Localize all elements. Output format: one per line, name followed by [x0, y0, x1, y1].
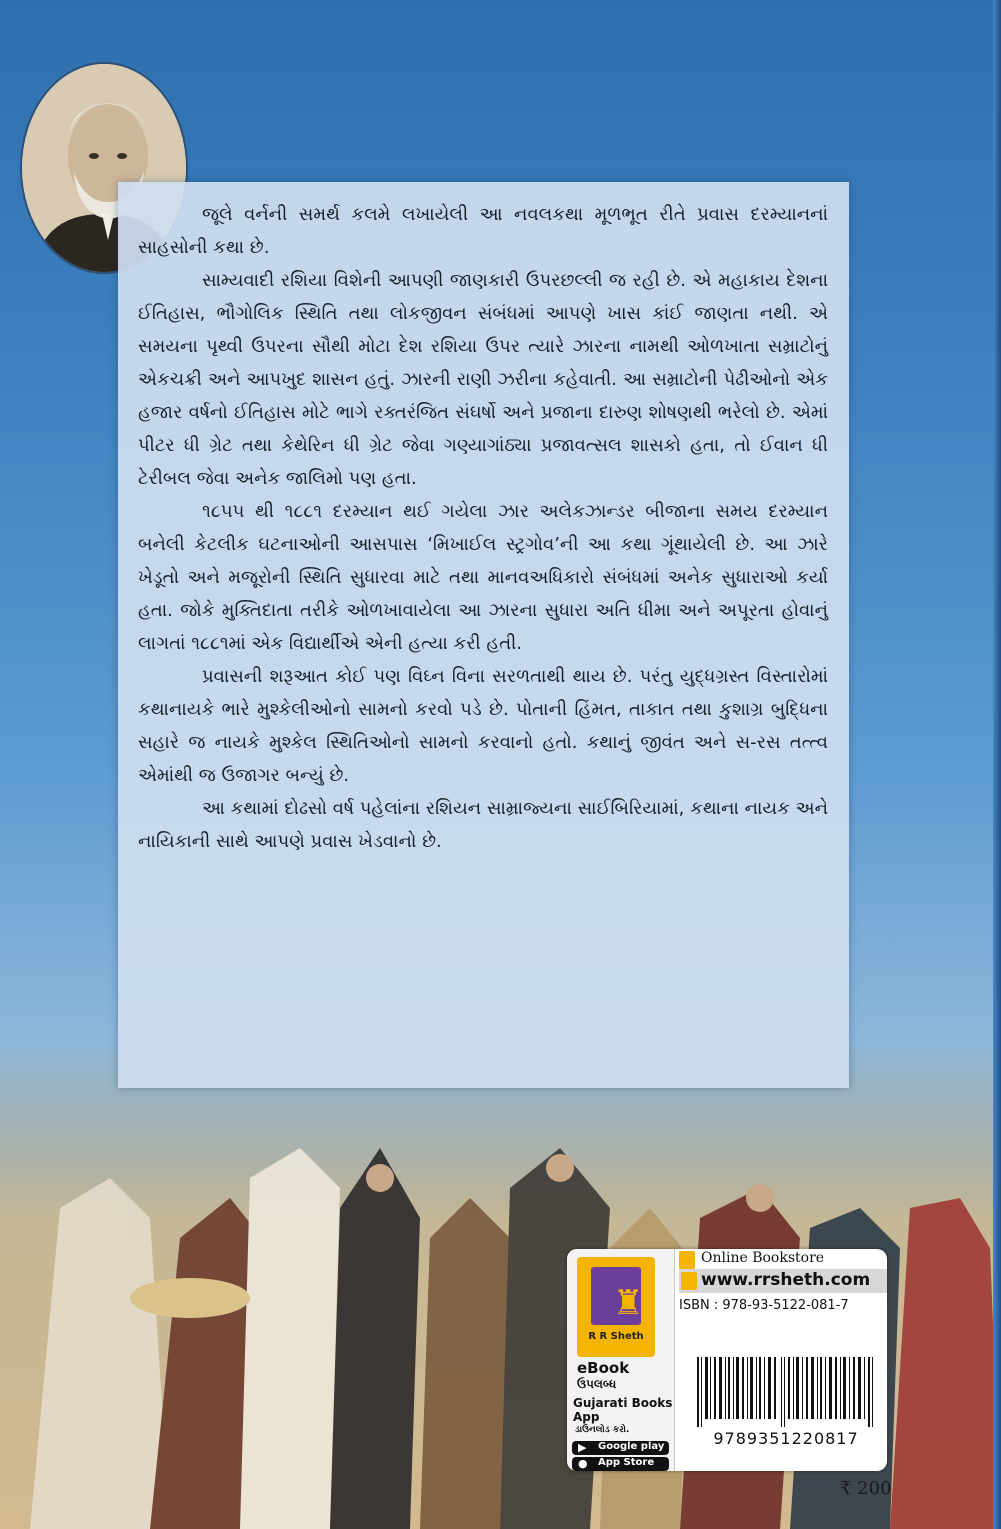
google-play-badge[interactable] [572, 1441, 669, 1455]
publisher-info-box [567, 1249, 887, 1471]
website-url[interactable]: www.rrsheth.com [701, 1270, 871, 1290]
blurb-paragraph-2: સામ્યવાદી રશિયા વિશેની આપણી જાણકારી ઉપરછલ્લી જ રહી છે. એ મહાકાય દેશના ઈતિહાસ, ભૌગોલિક સ્થિતિ તથા લોકજીવન સંબંધમાં આપણે ખાસ કાંઈ જાણતા નથી. એ સમયના પૃથ્વી ઉપરના સૌથી મોટા દેશ રશિયા ઉપર ત્યારે ઝારના નામથી ઓળખાતા સમ્રાટોનું એકચક્રી અને આપખુદ શાસન હતું. ઝારની રાણી ઝરીના કહેવાતી. આ સમ્રાટોની પેઢીઓનો એક હજાર વર્ષનો ઈતિહાસ મોટે ભાગે રક્તરંજિત સંઘર્ષો અને પ્રજાના દારુણ શોષણથી ભરેલો છે. એમાં પીટર ધી ગ્રેટ તથા કેથેરિન ધી ગ્રેટ જેવા ગણ્યાગાંઠ્યા પ્રજાવત્સલ શાસકો હતા, તો ઈવાન ધી ટેરીબલ જેવા અનેક જાલિમો પણ હતા. [138, 270, 828, 489]
blurb-paragraph-3: ૧૮૫૫ થી ૧૮૮૧ દરમ્યાન થઈ ગયેલા ઝાર અલેકઝાન્ડર બીજાના સમય દરમ્યાન બનેલી કેટલીક ઘટનાઓની આસપાસ ‘મિખાઈલ સ્ટ્રગોવ’ની આ કથા ગૂંથાયેલી છે. આ ઝારે ખેડૂતો અને મજૂરોની સ્થિતિ સુધારવા માટે તથા માનવઅધિકારો સંબંધમાં અનેક સુધારાઓ કર્યા હતા. જોકે મુક્તિદાતા તરીકે ઓળખાવાયેલા આ ઝારના સુધારા અતિ ધીમા અને અપૂરતા હોવાનું લાગતાં ૧૮૮૧માં એક વિદ્યાર્થીએ એની હત્યા કરી હતી. [138, 501, 828, 654]
blurb-panel [118, 182, 849, 1088]
app-name [573, 1396, 673, 1424]
bookstore-panel [675, 1249, 887, 1471]
reader-figure-icon: ♜ [613, 1283, 644, 1323]
ebook-panel [567, 1249, 675, 1471]
isbn-number: ISBN : 978-93-5122-081-7 [679, 1298, 849, 1313]
spine-edge [993, 0, 1001, 1529]
app-store-label: App Store [598, 1457, 655, 1468]
blurb-paragraph-1: જૂલે વર્નની સમર્થ કલમે લખાયેલી આ નવલકથા મૂળભૂત રીતે પ્રવાસ દરમ્યાનનાં સાહસોની કથા છે. [138, 204, 828, 258]
online-bookstore-row [679, 1249, 883, 1269]
barcode-icon [695, 1357, 875, 1427]
app-name-line2: App [573, 1410, 600, 1424]
blurb-paragraph-4: પ્રવાસની શરૂઆત કોઈ પણ વિઘ્ન વિના સરળતાથી થાય છે. પરંતુ યુદ્ધગ્રસ્ત વિસ્તારોમાં કથાનાયકે ભારે મુશ્કેલીઓનો સામનો કરવો પડે છે. પોતાની હિંમત, તાકાત તથા કુશાગ્ર બુદ્ધિના સહારે જ નાયકે મુશ્કેલ સ્થિતિઓનો સામનો કરવાનો હતો. કથાનું જીવંત અને સ-રસ તત્ત્વ એમાંથી જ ઉજાગર બન્યું છે. [138, 666, 828, 786]
price-label: ₹ 200 [840, 1478, 892, 1499]
publisher-brand-name: R R Sheth [588, 1331, 644, 1342]
app-name-line1: Gujarati Books [573, 1396, 673, 1410]
online-bookstore-label: Online Bookstore [701, 1250, 825, 1266]
app-store-badge[interactable] [572, 1457, 669, 1471]
website-bar[interactable] [679, 1269, 887, 1293]
website-icon [681, 1272, 697, 1290]
download-label: ડાઉનલોડ કરો. [575, 1425, 630, 1435]
blurb-text [138, 198, 828, 858]
bookstore-icon [679, 1251, 695, 1269]
ebook-label: eBook [577, 1359, 630, 1377]
play-icon: ▶ [578, 1441, 587, 1454]
apple-icon: ● [578, 1457, 588, 1470]
publisher-logo [577, 1257, 655, 1357]
google-play-label: Google play [598, 1441, 665, 1452]
barcode-number: 9789351220817 [713, 1429, 859, 1448]
ebook-available-label: ઉપલબ્ધ [577, 1377, 617, 1391]
publisher-logo-mark [591, 1267, 644, 1325]
blurb-paragraph-5: આ કથામાં દોઢસો વર્ષ પહેલાંના રશિયન સામ્રાજ્યના સાઈબિરિયામાં, કથાના નાયક અને નાયિકાની સાથે આપણે પ્રવાસ ખેડવાનો છે. [138, 798, 828, 852]
